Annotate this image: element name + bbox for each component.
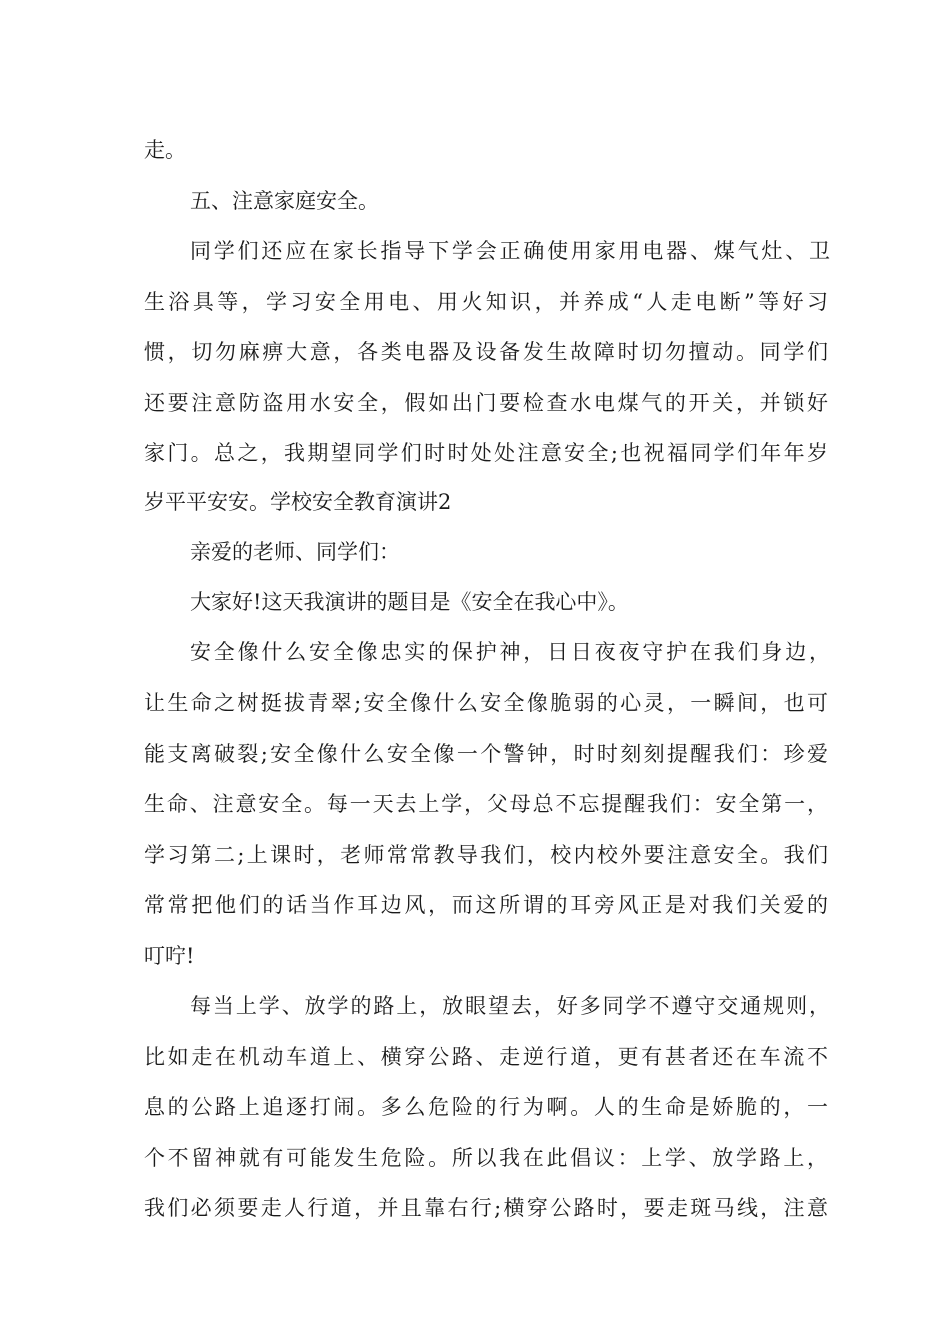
text-line: 叮咛! (144, 944, 195, 968)
text-line: 家门。总之，我期望同学们时时处处注意安全;也祝福同学们年年岁 (144, 441, 828, 465)
text-line: 还要注意防盗用水安全，假如出门要检查水电煤气的开关，并锁好 (144, 391, 828, 415)
text-line: 每当上学、放学的路上，放眼望去，好多同学不遵守交通规则， (190, 994, 830, 1018)
text-line: 能支离破裂;安全像什么安全像一个警钟，时时刻刻提醒我们：珍爱 (144, 742, 828, 766)
section-heading: 五、注意家庭安全。 (190, 189, 379, 213)
text-line: 走。 (144, 138, 186, 162)
text-line: 学习第二;上课时，老师常常教导我们，校内校外要注意安全。我们 (144, 843, 828, 867)
text-line: 安全像什么安全像忠实的保护神，日日夜夜守护在我们身边， (190, 640, 830, 664)
text-line: 常常把他们的话当作耳边风，而这所谓的耳旁风正是对我们关爱的 (144, 893, 828, 917)
text-line: 我们必须要走人行道，并且靠右行;横穿公路时，要走斑马线，注意 (144, 1196, 828, 1220)
text-line: 生命、注意安全。每一天去上学，父母总不忘提醒我们：安全第一， (144, 792, 828, 816)
text-line: 惯，切勿麻痹大意，各类电器及设备发生故障时切勿擅动。同学们 (144, 340, 828, 364)
text-line: 生浴具等，学习安全用电、用火知识，并养成“人走电断”等好习 (144, 290, 828, 314)
text-line: 比如走在机动车道上、横穿公路、走逆行道，更有甚者还在车流不 (144, 1045, 828, 1069)
text-line: 个不留神就有可能发生危险。所以我在此倡议：上学、放学路上， (144, 1146, 828, 1170)
salutation: 亲爱的老师、同学们： (190, 540, 400, 564)
text-line: 息的公路上追逐打闹。多么危险的行为啊。人的生命是娇脆的，一 (144, 1095, 828, 1119)
greeting: 大家好!这天我演讲的题目是《安全在我心中》。 (190, 590, 629, 614)
text-line: 让生命之树挺拔青翠;安全像什么安全像脆弱的心灵，一瞬间，也可 (144, 691, 828, 715)
text-line: 岁平平安安。学校安全教育演讲2 (144, 490, 452, 514)
text-line: 同学们还应在家长指导下学会正确使用家用电器、煤气灶、卫 (190, 239, 830, 263)
